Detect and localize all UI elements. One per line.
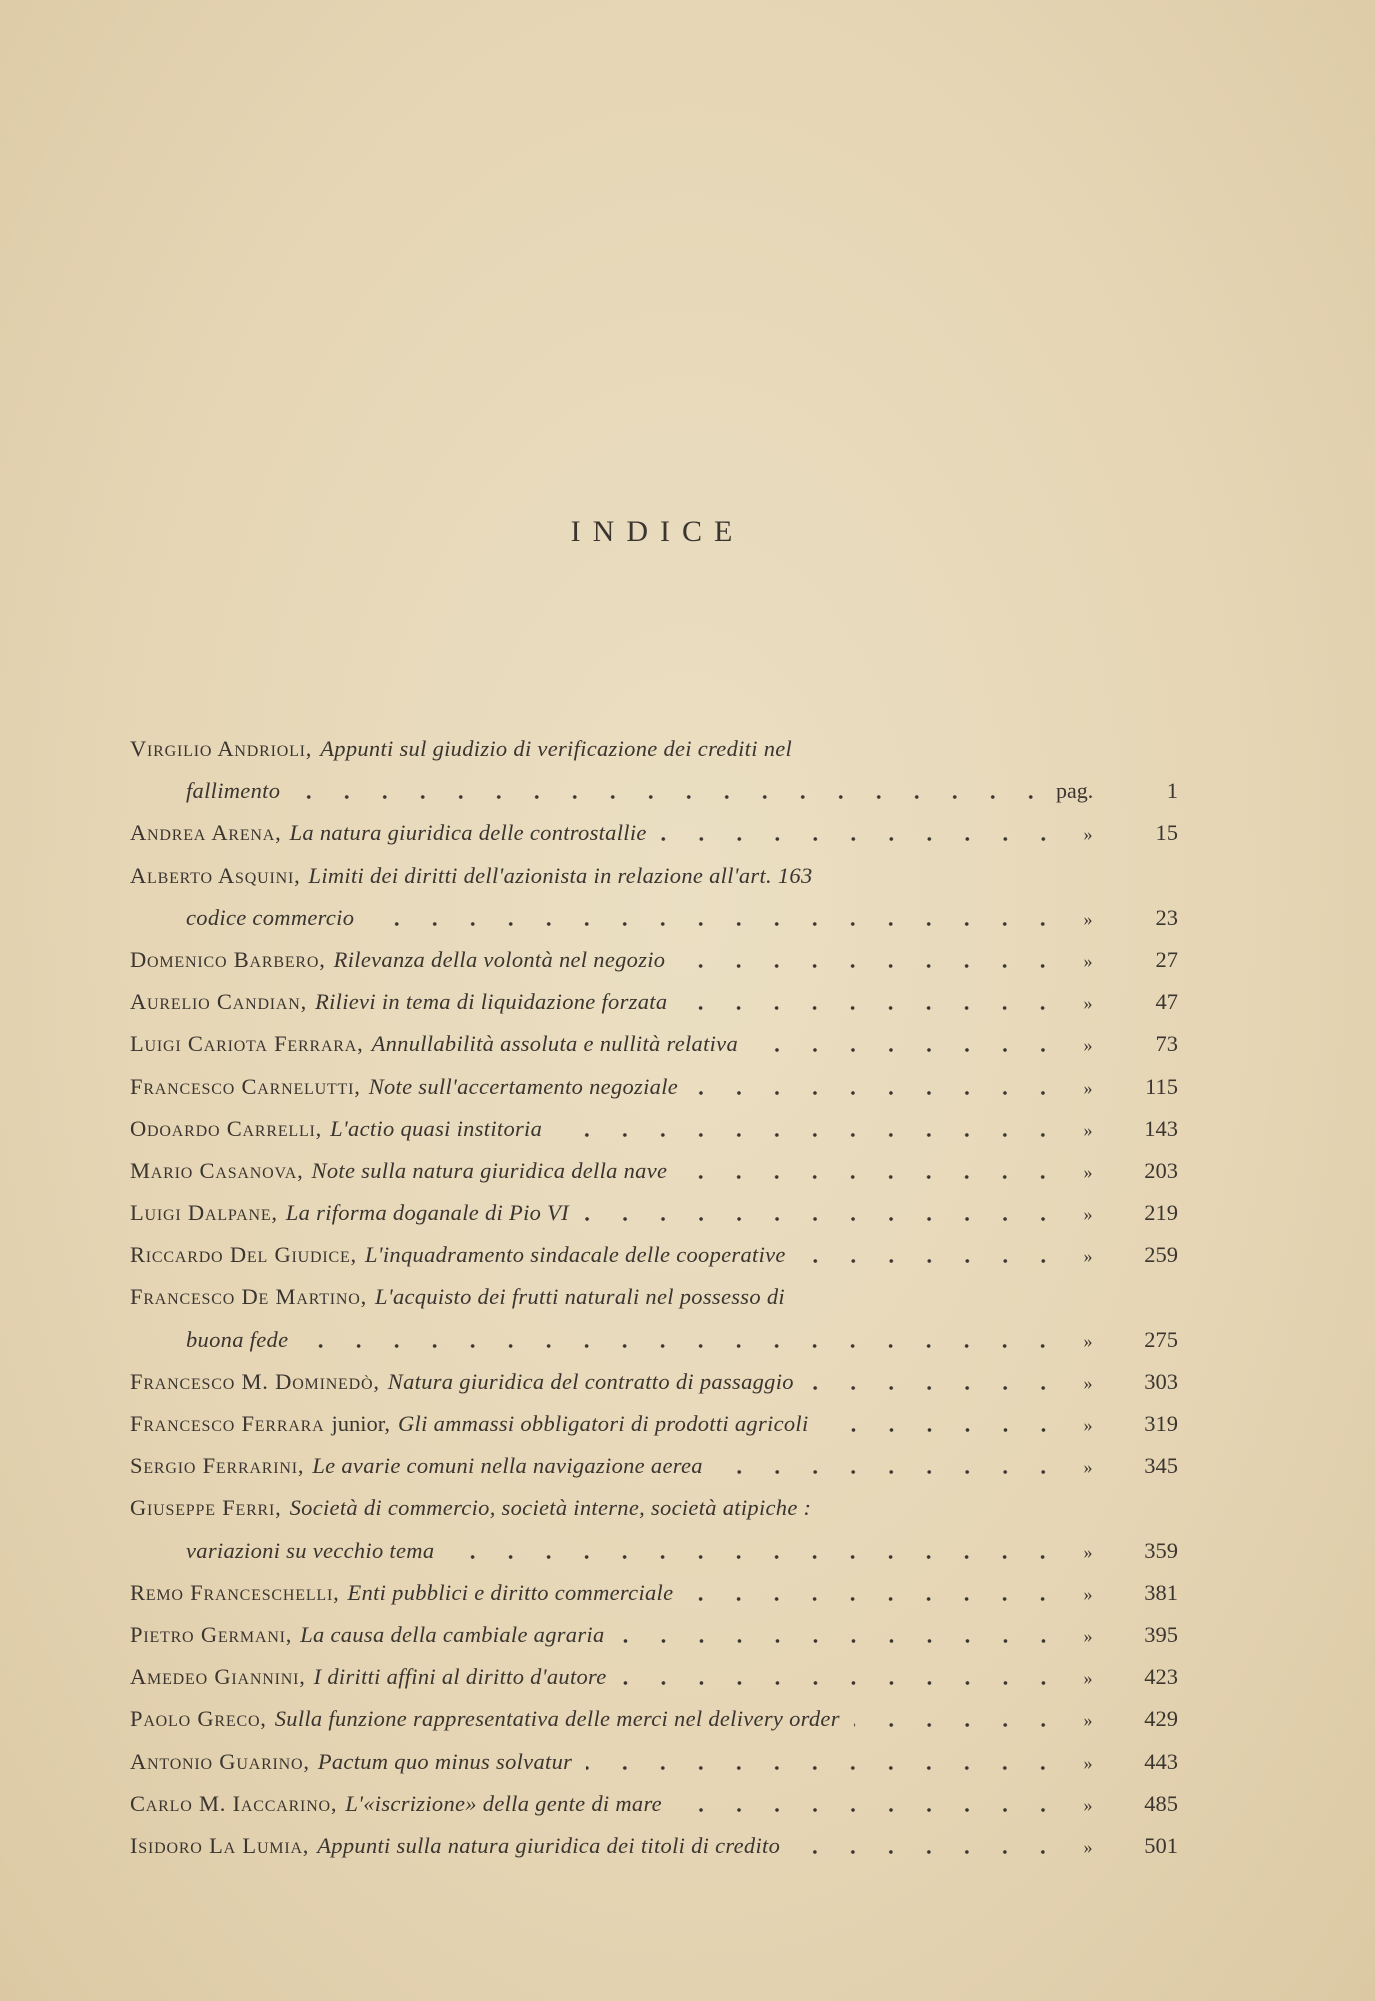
entry-author: Remo Franceschelli, [130, 1579, 340, 1605]
toc-entry[interactable] [130, 1066, 1178, 1108]
entry-line [130, 1276, 1178, 1318]
toc-entry[interactable] [130, 1192, 1178, 1234]
entry-author: Luigi Dalpane, [130, 1200, 278, 1226]
entry-title: L'«iscrizione» della gente di mare [345, 1790, 662, 1816]
entry-author: Aurelio Candian, [130, 989, 308, 1015]
page-marker: » [1083, 950, 1093, 971]
entry-author: Francesco Ferrara [130, 1411, 325, 1436]
toc-entry[interactable] [130, 1361, 1178, 1403]
entry-author: Luigi Cariota Ferrara, [130, 1031, 364, 1057]
page-number: 73 [1155, 1031, 1178, 1057]
entry-title: Appunti sulla natura giuridica dei titoli di credito [317, 1832, 781, 1858]
entry-line [130, 1066, 1178, 1108]
entry-line [130, 1192, 1178, 1234]
dot-leader [621, 1679, 1062, 1687]
entry-title: Pactum quo minus solvatur [317, 1748, 573, 1774]
entry-line [130, 1656, 1178, 1698]
page-number: 501 [1144, 1832, 1178, 1858]
entry-title: La riforma doganale di Pio VI [285, 1200, 569, 1226]
page-marker: » [1083, 1415, 1093, 1435]
toc-entry[interactable] [130, 1825, 1178, 1867]
page-number: 443 [1144, 1748, 1178, 1774]
entry-author: Sergio Ferrarini, [130, 1453, 305, 1479]
entry-line [130, 1487, 1178, 1529]
entry-line [130, 1614, 1178, 1656]
dot-leader [681, 1173, 1062, 1181]
toc-entry[interactable] [130, 1150, 1178, 1192]
page-number: 23 [1155, 904, 1178, 930]
dot-leader [687, 1595, 1062, 1603]
page-number: 275 [1144, 1326, 1178, 1352]
dot-leader [679, 962, 1062, 970]
entry-author: Odoardo Carrelli, [130, 1115, 323, 1141]
entry-author: Domenico Barbero, [130, 946, 326, 972]
dot-leader [302, 1342, 1062, 1350]
entry-line-continued [130, 1319, 1178, 1361]
entry-line [130, 981, 1178, 1023]
page-number: 319 [1144, 1411, 1178, 1436]
page-number: 15 [1155, 820, 1178, 846]
page-marker: » [1083, 993, 1093, 1014]
entry-line [130, 1825, 1178, 1867]
entry-author: Paolo Greco, [130, 1706, 267, 1732]
toc-entry[interactable] [130, 1445, 1178, 1487]
entry-author: Carlo M. Iaccarino, [130, 1790, 338, 1816]
entry-line [130, 1572, 1178, 1614]
entry-title: Rilevanza della volontà nel negozio [333, 946, 666, 972]
entry-title: Note sulla natura giuridica della nave [311, 1157, 668, 1183]
toc-entry[interactable] [130, 1023, 1178, 1065]
page-marker: » [1083, 1457, 1093, 1478]
entry-title: Note sull'accertamento negoziale [368, 1073, 679, 1099]
entry-title-continued: buona fede [186, 1326, 289, 1352]
entry-title: Rilievi in tema di liquidazione forzata [315, 989, 668, 1015]
entry-title: Annullabilità assoluta e nullità relativa [371, 1031, 739, 1057]
page-marker: » [1083, 1836, 1093, 1857]
page-number: 259 [1144, 1242, 1178, 1268]
page-number: 381 [1144, 1579, 1178, 1605]
toc-entry[interactable] [130, 1572, 1178, 1614]
table-of-contents [130, 728, 1178, 1867]
entry-title: La causa della cambiale agraria [300, 1621, 605, 1647]
page-marker: » [1083, 1246, 1093, 1267]
dot-leader [586, 1764, 1062, 1772]
entry-line [130, 1108, 1178, 1150]
page-number: 303 [1144, 1368, 1178, 1394]
page-marker: » [1083, 1710, 1093, 1731]
dot-leader [676, 1806, 1062, 1814]
page-marker: » [1083, 908, 1093, 929]
page-number: 429 [1144, 1706, 1178, 1732]
toc-entry[interactable] [130, 728, 1178, 812]
entry-author: Isidoro La Lumia, [130, 1832, 310, 1858]
entry-line [130, 1741, 1178, 1783]
dot-leader [752, 1046, 1062, 1054]
entry-author: Riccardo Del Giudice, [130, 1242, 357, 1268]
entry-line [130, 1234, 1178, 1276]
entry-author: Giuseppe Ferri, [130, 1495, 282, 1521]
entry-line [130, 1403, 1178, 1445]
toc-entry[interactable] [130, 1403, 1178, 1445]
toc-entry[interactable] [130, 855, 1178, 939]
index-heading: INDICE [570, 515, 745, 548]
dot-leader [823, 1426, 1062, 1434]
entry-author-suffix: junior, [331, 1411, 390, 1436]
entry-line [130, 855, 1178, 897]
toc-entry[interactable] [130, 1276, 1178, 1360]
toc-entry[interactable] [130, 1656, 1178, 1698]
page-marker: » [1083, 824, 1093, 845]
page-marker: » [1083, 1372, 1093, 1393]
entry-line [130, 1361, 1178, 1403]
entry-line-continued [130, 1530, 1178, 1572]
page-number: 423 [1144, 1664, 1178, 1690]
page-marker: » [1083, 1625, 1093, 1646]
entry-line [130, 1445, 1178, 1487]
page-number: 203 [1144, 1157, 1178, 1183]
entry-line [130, 1698, 1178, 1740]
dot-leader [619, 1637, 1062, 1645]
dot-leader [808, 1384, 1062, 1392]
page-number: 359 [1144, 1537, 1178, 1563]
page-number: 1 [1166, 778, 1178, 804]
entry-title-continued: codice commercio [186, 904, 355, 930]
dot-leader [448, 1553, 1062, 1561]
dot-leader [294, 793, 1050, 801]
entry-author: Virgilio Andrioli, [130, 736, 313, 761]
entry-author: Andrea Arena, [130, 820, 282, 846]
entry-line [130, 939, 1178, 981]
page-marker: » [1083, 1204, 1093, 1225]
entry-title: La natura giuridica delle controstallie [289, 820, 647, 846]
page-marker: » [1083, 1752, 1093, 1773]
entry-author: Pietro Germani, [130, 1621, 293, 1647]
entry-author: Francesco De Martino, [130, 1284, 368, 1310]
toc-entry[interactable] [130, 981, 1178, 1023]
page-marker: » [1083, 1330, 1093, 1351]
toc-entry[interactable] [130, 1614, 1178, 1656]
entry-title: Enti pubblici e diritto commerciale [347, 1579, 674, 1605]
entry-title: L'acquisto dei frutti naturali nel possesso di [375, 1284, 785, 1310]
toc-entry[interactable] [130, 1698, 1178, 1740]
toc-entry[interactable] [130, 1234, 1178, 1276]
toc-entry[interactable] [130, 939, 1178, 981]
entry-title: L'inquadramento sindacale delle cooperative [364, 1242, 786, 1268]
entry-line-continued [130, 897, 1178, 939]
page-number: 219 [1144, 1200, 1178, 1226]
entry-title: L'actio quasi institoria [330, 1115, 543, 1141]
dot-leader [368, 920, 1062, 928]
dot-leader [692, 1089, 1062, 1097]
dot-leader [681, 1004, 1062, 1012]
entry-title: Limiti dei diritti dell'azionista in relazione all'art. 163 [308, 862, 813, 888]
entry-author: Mario Casanova, [130, 1157, 304, 1183]
toc-entry[interactable] [130, 812, 1178, 854]
page-marker: » [1083, 1119, 1093, 1140]
page-marker: pag. [1056, 778, 1094, 804]
entry-title: Appunti sul giudizio di verificazione dei crediti nel [320, 736, 793, 761]
entry-title-continued: fallimento [186, 778, 281, 804]
entry-author: Alberto Asquini, [130, 862, 301, 888]
entry-line [130, 728, 1178, 770]
page-number: 485 [1144, 1790, 1178, 1816]
dot-leader [854, 1721, 1062, 1729]
entry-author: Francesco Carnelutti, [130, 1073, 361, 1099]
dot-leader [717, 1468, 1062, 1476]
page-marker: » [1083, 1794, 1093, 1815]
page-number: 395 [1144, 1621, 1178, 1647]
toc-entry[interactable] [130, 1741, 1178, 1783]
entry-author: Antonio Guarino, [130, 1748, 310, 1774]
entry-line [130, 812, 1178, 854]
page-number: 47 [1155, 989, 1178, 1015]
dot-leader [661, 835, 1062, 843]
page-number: 143 [1144, 1115, 1178, 1141]
page-number: 115 [1145, 1073, 1178, 1099]
page-marker: » [1083, 1541, 1093, 1562]
page-number: 345 [1144, 1453, 1178, 1479]
entry-author: Francesco M. Dominedò, [130, 1368, 380, 1394]
entry-line-continued [130, 770, 1178, 812]
toc-entry[interactable] [130, 1108, 1178, 1150]
page-number: 27 [1155, 946, 1178, 972]
page-marker: » [1083, 1077, 1093, 1098]
dot-leader [556, 1131, 1062, 1139]
entry-title: Natura giuridica del contratto di passaggio [387, 1368, 794, 1394]
entry-title: Gli ammassi obbligatori di prodotti agricoli [398, 1411, 809, 1436]
page-marker: » [1083, 1035, 1093, 1056]
entry-line [130, 1150, 1178, 1192]
entry-line [130, 1023, 1178, 1065]
entry-title-continued: variazioni su vecchio tema [186, 1537, 435, 1563]
toc-entry[interactable] [130, 1783, 1178, 1825]
dot-leader [800, 1257, 1062, 1265]
page-marker: » [1083, 1668, 1093, 1689]
entry-title: Società di commercio, società interne, società atipiche : [289, 1495, 812, 1521]
toc-entry[interactable] [130, 1487, 1178, 1571]
entry-title: Sulla funzione rappresentativa delle merci nel delivery order [274, 1706, 840, 1732]
entry-line [130, 1783, 1178, 1825]
entry-title: I diritti affini al diritto d'autore [313, 1664, 607, 1690]
entry-author: Amedeo Giannini, [130, 1664, 306, 1690]
entry-title: Le avarie comuni nella navigazione aerea [312, 1453, 703, 1479]
page-marker: » [1083, 1161, 1093, 1182]
dot-leader [794, 1848, 1062, 1856]
dot-leader [583, 1215, 1062, 1223]
page-marker: » [1083, 1583, 1093, 1604]
